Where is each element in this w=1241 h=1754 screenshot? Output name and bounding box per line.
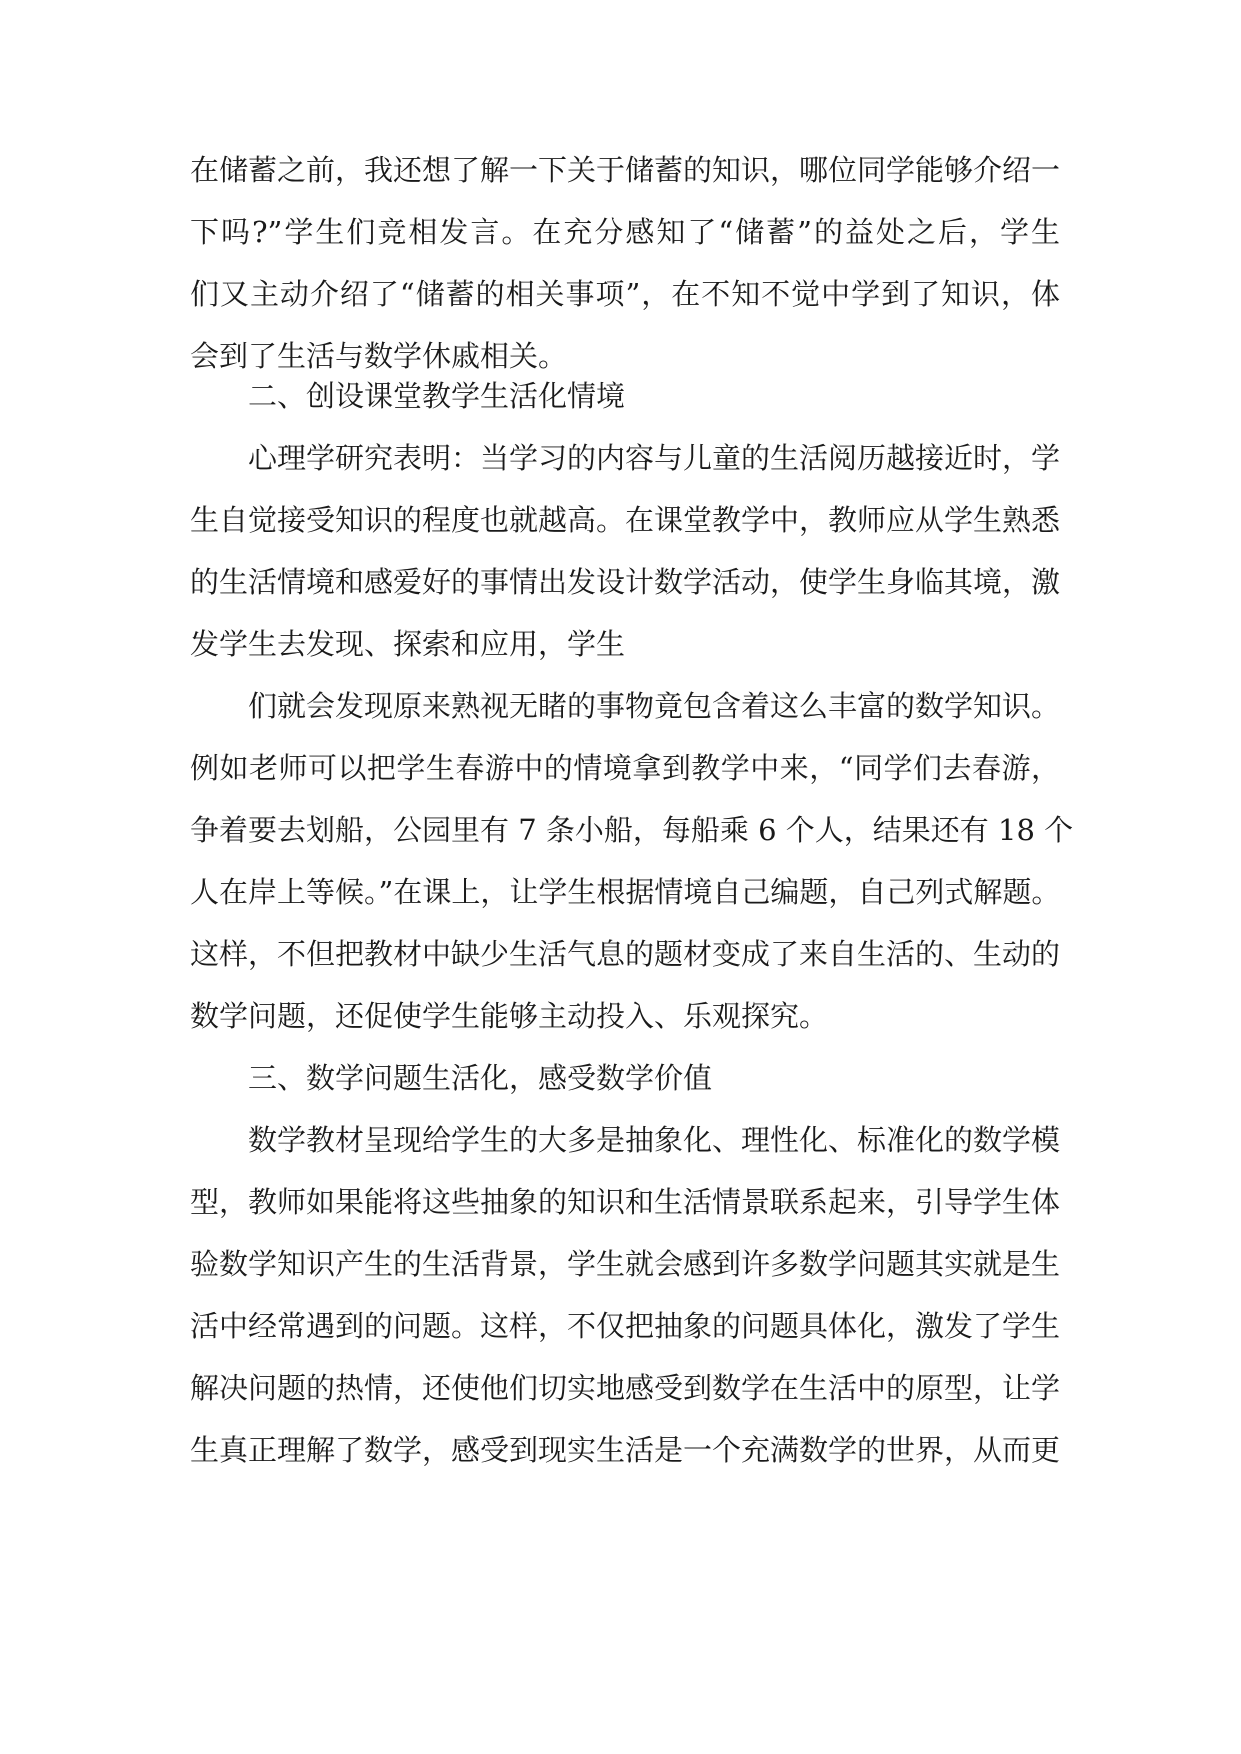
text-line: 型，教师如果能将这些抽象的知识和生活情景联系起来，引导学生体 (190, 1185, 1061, 1219)
text-line: 生自觉接受知识的程度也就越高。在课堂教学中，教师应从学生熟悉 (190, 503, 1061, 537)
text-line: 发学生去发现、探索和应用，学生 (190, 627, 626, 661)
text-line: 会到了生活与数学休戚相关。 (190, 339, 568, 373)
section-heading: 二、创设课堂教学生活化情境 (248, 379, 626, 413)
text-line: 的生活情境和感爱好的事情出发设计数学活动，使学生身临其境，激 (190, 565, 1061, 599)
text-line: 在储蓄之前，我还想了解一下关于储蓄的知识，哪位同学能够介绍一 (190, 153, 1061, 187)
text-line: 争着要去划船，公园里有 7 条小船，每船乘 6 个人，结果还有 18 个 (190, 813, 1074, 847)
text-line: 们就会发现原来熟视无睹的事物竟包含着这么丰富的数学知识。 (248, 689, 1061, 723)
text-line: 例如老师可以把学生春游中的情境拿到教学中来，“同学们去春游， (190, 751, 1060, 785)
text-line: 数学教材呈现给学生的大多是抽象化、理性化、标准化的数学模 (248, 1123, 1061, 1157)
text-line: 数学问题，还促使学生能够主动投入、乐观探究。 (190, 999, 829, 1033)
text-line: 们又主动介绍了“储蓄的相关事项”，在不知不觉中学到了知识，体 (190, 277, 1060, 311)
text-line: 活中经常遇到的问题。这样，不仅把抽象的问题具体化，激发了学生 (190, 1309, 1061, 1343)
text-line: 验数学知识产生的生活背景，学生就会感到许多数学问题其实就是生 (190, 1247, 1061, 1281)
text-line: 下吗?”学生们竞相发言。在充分感知了“储蓄”的益处之后，学生 (190, 215, 1060, 249)
section-heading: 三、数学问题生活化，感受数学价值 (248, 1061, 713, 1095)
text-line: 这样，不但把教材中缺少生活气息的题材变成了来自生活的、生动的 (190, 937, 1061, 971)
text-line: 解决问题的热情，还使他们切实地感受到数学在生活中的原型，让学 (190, 1371, 1061, 1405)
text-line: 生真正理解了数学，感受到现实生活是一个充满数学的世界，从而更 (190, 1433, 1061, 1467)
text-line: 人在岸上等候。”在课上，让学生根据情境自己编题，自己列式解题。 (190, 875, 1061, 909)
text-line: 心理学研究表明：当学习的内容与儿童的生活阅历越接近时，学 (248, 441, 1061, 475)
